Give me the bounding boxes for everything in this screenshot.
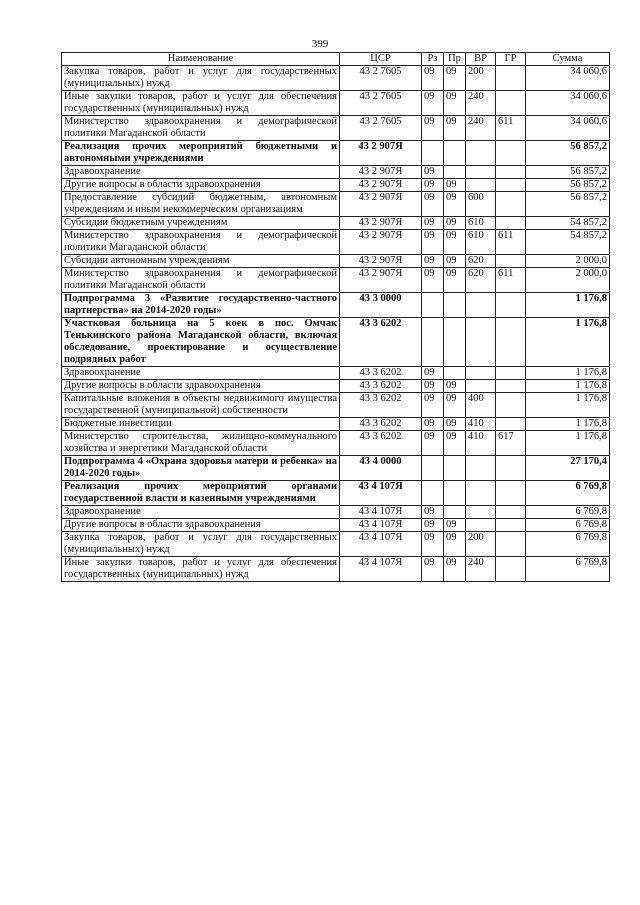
row-sum: 56 857,2 [526, 192, 610, 217]
row-gr [496, 393, 526, 418]
row-pr: 09 [444, 380, 466, 393]
row-rz: 09 [422, 519, 444, 532]
row-sum: 1 176,8 [526, 393, 610, 418]
row-csr: 43 2 907Я [340, 268, 422, 293]
row-vr: 410 [466, 431, 496, 456]
table-row [62, 217, 610, 230]
row-rz: 09 [422, 230, 444, 255]
header-sum: Сумма [526, 53, 610, 66]
row-name: Здравоохранение [62, 367, 340, 380]
row-name: Другие вопросы в области здравоохранения [62, 179, 340, 192]
table-row [62, 557, 610, 582]
row-pr [444, 367, 466, 380]
row-csr: 43 3 6202 [340, 418, 422, 431]
row-pr [444, 318, 466, 367]
row-vr: 600 [466, 192, 496, 217]
table-row [62, 116, 610, 141]
row-sum: 2 000,0 [526, 255, 610, 268]
row-pr: 09 [444, 431, 466, 456]
row-gr [496, 166, 526, 179]
row-rz: 09 [422, 217, 444, 230]
row-csr: 43 4 107Я [340, 557, 422, 582]
row-pr: 09 [444, 255, 466, 268]
row-gr [496, 456, 526, 481]
row-sum: 6 769,8 [526, 557, 610, 582]
row-name: Иные закупки товаров, работ и услуг для обеспечения государственных (муниципальных) нужд [62, 557, 340, 582]
row-vr [466, 293, 496, 318]
row-gr [496, 519, 526, 532]
row-rz: 09 [422, 66, 444, 91]
row-sum: 6 769,8 [526, 532, 610, 557]
row-csr: 43 3 6202 [340, 367, 422, 380]
row-sum: 6 769,8 [526, 506, 610, 519]
row-pr: 09 [444, 192, 466, 217]
row-csr: 43 2 907Я [340, 192, 422, 217]
row-pr: 09 [444, 557, 466, 582]
row-csr: 43 3 6202 [340, 380, 422, 393]
row-csr: 43 2 907Я [340, 141, 422, 166]
table-row [62, 179, 610, 192]
row-rz: 09 [422, 91, 444, 116]
row-pr [444, 456, 466, 481]
table-row [62, 91, 610, 116]
row-vr [466, 179, 496, 192]
row-vr: 240 [466, 91, 496, 116]
table-header [62, 53, 610, 66]
row-gr [496, 532, 526, 557]
row-csr: 43 4 107Я [340, 506, 422, 519]
row-pr: 09 [444, 532, 466, 557]
row-name: Капитальные вложения в объекты недвижимого имущества государственной (муниципальной) собственности [62, 393, 340, 418]
row-vr [466, 141, 496, 166]
row-gr [496, 318, 526, 367]
row-sum: 56 857,2 [526, 166, 610, 179]
table-row [62, 255, 610, 268]
header-name: Наименование [62, 53, 340, 66]
table-row [62, 519, 610, 532]
header-vr: ВР [466, 53, 496, 66]
header-rz: Рз [422, 53, 444, 66]
row-gr [496, 66, 526, 91]
row-vr: 620 [466, 268, 496, 293]
table-row [62, 431, 610, 456]
row-name: Другие вопросы в области здравоохранения [62, 519, 340, 532]
row-pr: 09 [444, 116, 466, 141]
row-csr: 43 3 6202 [340, 393, 422, 418]
row-name: Подпрограмма 3 «Развитие государственно-частного партнерства» на 2014-2020 годы» [62, 293, 340, 318]
row-rz: 09 [422, 116, 444, 141]
row-vr: 620 [466, 255, 496, 268]
row-gr [496, 506, 526, 519]
row-name: Министерство строительства, жилищно-коммунального хозяйства и энергетики Магаданской области [62, 431, 340, 456]
row-rz [422, 293, 444, 318]
row-sum: 54 857,2 [526, 230, 610, 255]
row-gr: 611 [496, 116, 526, 141]
row-rz [422, 141, 444, 166]
table-row [62, 532, 610, 557]
row-pr: 09 [444, 91, 466, 116]
row-pr: 09 [444, 393, 466, 418]
row-rz: 09 [422, 532, 444, 557]
row-name: Министерство здравоохранения и демографической политики Магаданской области [62, 268, 340, 293]
row-rz: 09 [422, 393, 444, 418]
row-vr: 200 [466, 532, 496, 557]
row-name: Закупка товаров, работ и услуг для государственных (муниципальных) нужд [62, 532, 340, 557]
row-pr: 09 [444, 519, 466, 532]
row-name: Субсидии автономным учреждениям [62, 255, 340, 268]
table-row [62, 506, 610, 519]
row-sum: 34 060,6 [526, 91, 610, 116]
table-row [62, 230, 610, 255]
table-row [62, 393, 610, 418]
row-gr: 611 [496, 230, 526, 255]
row-name: Закупка товаров, работ и услуг для государственных (муниципальных) нужд [62, 66, 340, 91]
row-csr: 43 2 907Я [340, 255, 422, 268]
header-csr: ЦСР [340, 53, 422, 66]
row-pr: 09 [444, 179, 466, 192]
row-rz: 09 [422, 431, 444, 456]
row-rz: 09 [422, 367, 444, 380]
row-gr [496, 141, 526, 166]
table-row [62, 293, 610, 318]
row-pr: 09 [444, 230, 466, 255]
row-name: Здравоохранение [62, 506, 340, 519]
row-gr [496, 380, 526, 393]
row-rz: 09 [422, 179, 444, 192]
row-gr [496, 418, 526, 431]
row-rz: 09 [422, 557, 444, 582]
row-gr [496, 192, 526, 217]
row-vr [466, 380, 496, 393]
table-row [62, 380, 610, 393]
row-pr [444, 293, 466, 318]
row-sum: 1 176,8 [526, 293, 610, 318]
row-rz: 09 [422, 192, 444, 217]
row-sum: 54 857,2 [526, 217, 610, 230]
row-csr: 43 2 7605 [340, 91, 422, 116]
row-gr [496, 179, 526, 192]
row-rz: 09 [422, 166, 444, 179]
row-csr: 43 3 0000 [340, 293, 422, 318]
row-pr: 09 [444, 418, 466, 431]
row-sum: 56 857,2 [526, 179, 610, 192]
row-vr [466, 519, 496, 532]
row-vr [466, 318, 496, 367]
row-sum: 27 170,4 [526, 456, 610, 481]
row-gr: 611 [496, 268, 526, 293]
row-vr: 240 [466, 557, 496, 582]
row-name: Субсидии бюджетным учреждениям [62, 217, 340, 230]
row-sum: 1 176,8 [526, 431, 610, 456]
row-csr: 43 2 907Я [340, 217, 422, 230]
row-rz [422, 318, 444, 367]
row-vr [466, 481, 496, 506]
row-sum: 34 060,6 [526, 116, 610, 141]
row-vr: 200 [466, 66, 496, 91]
row-csr: 43 2 907Я [340, 230, 422, 255]
row-name: Подпрограмма 4 «Охрана здоровья матери и ребенка» на 2014-2020 годы» [62, 456, 340, 481]
table-row [62, 481, 610, 506]
row-rz [422, 456, 444, 481]
row-name: Министерство здравоохранения и демографической политики Магаданской области [62, 116, 340, 141]
row-rz: 09 [422, 380, 444, 393]
row-gr [496, 293, 526, 318]
header-pr: Пр [444, 53, 466, 66]
header-gr: ГР [496, 53, 526, 66]
row-sum: 1 176,8 [526, 318, 610, 367]
row-pr [444, 506, 466, 519]
row-csr: 43 4 107Я [340, 481, 422, 506]
row-vr [466, 367, 496, 380]
row-name: Реализация прочих мероприятий бюджетными и автономными учреждениями [62, 141, 340, 166]
row-gr: 617 [496, 431, 526, 456]
row-vr [466, 506, 496, 519]
row-name: Иные закупки товаров, работ и услуг для обеспечения государственных (муниципальных) нужд [62, 91, 340, 116]
row-vr [466, 166, 496, 179]
row-name: Министерство здравоохранения и демографической политики Магаданской области [62, 230, 340, 255]
row-sum: 34 060,6 [526, 66, 610, 91]
row-sum: 2 000,0 [526, 268, 610, 293]
row-csr: 43 3 6202 [340, 431, 422, 456]
row-csr: 43 4 0000 [340, 456, 422, 481]
row-name: Предоставление субсидий бюджетным, автономным учреждениям и иным некоммерческим организациям [62, 192, 340, 217]
table-row [62, 192, 610, 217]
row-gr [496, 481, 526, 506]
row-pr: 09 [444, 66, 466, 91]
table-row [62, 141, 610, 166]
row-rz: 09 [422, 255, 444, 268]
row-name: Реализация прочих мероприятий органами государственной власти и казенными учреждениями [62, 481, 340, 506]
row-sum: 1 176,8 [526, 380, 610, 393]
row-vr: 610 [466, 217, 496, 230]
row-pr [444, 481, 466, 506]
row-sum: 56 857,2 [526, 141, 610, 166]
table-row [62, 166, 610, 179]
row-rz: 09 [422, 268, 444, 293]
budget-table [61, 52, 610, 582]
row-vr [466, 456, 496, 481]
row-csr: 43 2 7605 [340, 116, 422, 141]
row-csr: 43 4 107Я [340, 532, 422, 557]
row-name: Участковая больница на 5 коек в пос. Омчак Тенькинского района Магаданской области, включая обследование, проектирование и осуществление подрядных работ [62, 318, 340, 367]
row-csr: 43 2 907Я [340, 166, 422, 179]
row-sum: 6 769,8 [526, 481, 610, 506]
table-row [62, 318, 610, 367]
row-gr [496, 217, 526, 230]
row-pr: 09 [444, 217, 466, 230]
row-vr: 400 [466, 393, 496, 418]
row-name: Здравоохранение [62, 166, 340, 179]
row-sum: 6 769,8 [526, 519, 610, 532]
row-rz: 09 [422, 418, 444, 431]
row-vr: 610 [466, 230, 496, 255]
row-csr: 43 2 7605 [340, 66, 422, 91]
row-name: Другие вопросы в области здравоохранения [62, 380, 340, 393]
page-number: 399 [311, 38, 329, 50]
row-csr: 43 3 6202 [340, 318, 422, 367]
row-sum: 1 176,8 [526, 367, 610, 380]
row-csr: 43 4 107Я [340, 519, 422, 532]
row-name: Бюджетные инвестиции [62, 418, 340, 431]
row-gr [496, 557, 526, 582]
table-row [62, 367, 610, 380]
row-sum: 1 176,8 [526, 418, 610, 431]
table-row [62, 66, 610, 91]
table-row [62, 268, 610, 293]
row-pr [444, 141, 466, 166]
row-gr [496, 367, 526, 380]
row-csr: 43 2 907Я [340, 179, 422, 192]
table-row [62, 418, 610, 431]
row-gr [496, 91, 526, 116]
row-pr: 09 [444, 268, 466, 293]
row-vr: 410 [466, 418, 496, 431]
row-pr [444, 166, 466, 179]
row-rz [422, 481, 444, 506]
row-rz: 09 [422, 506, 444, 519]
row-gr [496, 255, 526, 268]
row-vr: 240 [466, 116, 496, 141]
table-row [62, 456, 610, 481]
